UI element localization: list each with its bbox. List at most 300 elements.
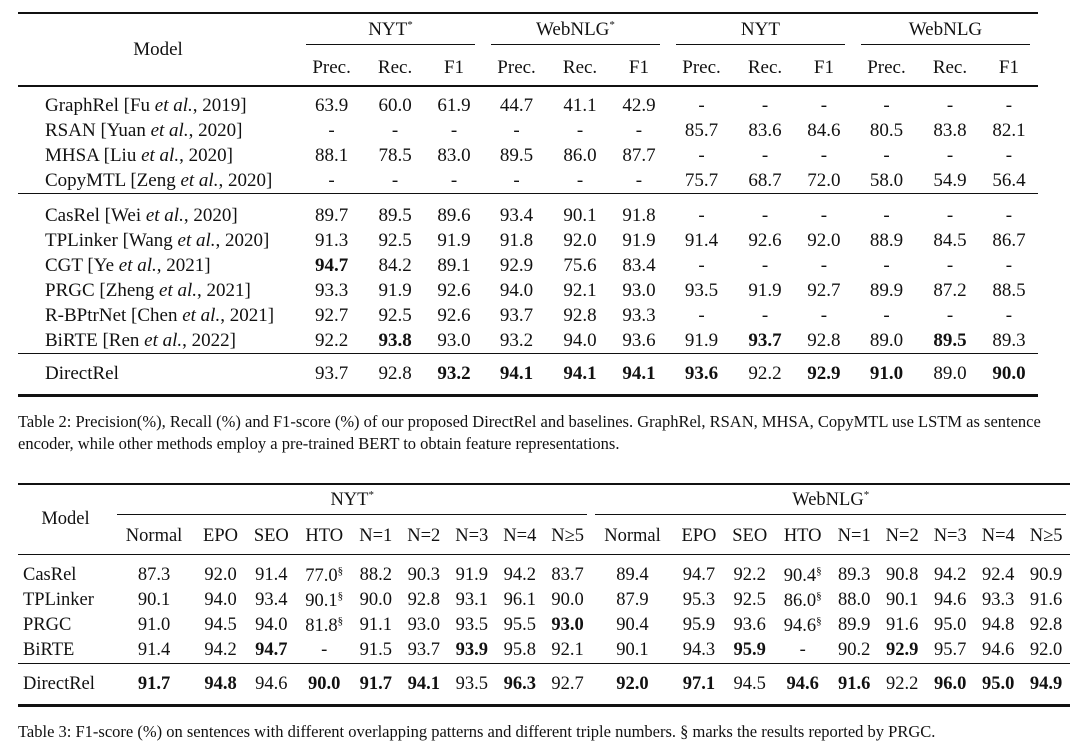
model-name: CopyMTL [Zeng et al., 2020]	[45, 169, 273, 191]
score-cell: 68.7	[748, 169, 782, 191]
score-cell: 92.7	[551, 673, 584, 694]
score-cell: 89.4	[616, 565, 649, 585]
table-row	[18, 613, 1070, 638]
score-cell: 90.1	[886, 590, 919, 610]
score-cell: -	[698, 94, 705, 116]
score-cell: 90.0	[551, 590, 584, 610]
metric-header: Prec.	[312, 56, 351, 78]
table-row	[18, 278, 1038, 303]
score-cell: 92.2	[733, 565, 766, 585]
score-cell: -	[698, 144, 705, 166]
score-cell: 93.0	[437, 329, 471, 351]
score-cell: 90.2	[837, 640, 871, 660]
score-cell: -	[328, 169, 335, 191]
score-cell: 94.0	[563, 329, 597, 351]
score-cell: 93.6	[733, 615, 766, 635]
score-cell: 83.4	[622, 254, 656, 276]
pattern-header: N=2	[407, 526, 441, 546]
score-cell: -	[513, 119, 520, 141]
score-cell: 90.1	[616, 640, 649, 660]
score-cell: 92.0	[204, 565, 237, 585]
score-cell: 93.4	[499, 204, 534, 226]
score-cell: 44.7	[499, 94, 534, 116]
score-cell: 91.8	[622, 204, 656, 226]
table-row	[18, 638, 1070, 664]
score-cell: 92.8	[563, 304, 597, 326]
score-cell: 87.7	[622, 144, 656, 166]
score-cell: 90.0	[308, 673, 341, 694]
score-cell: 80.5	[869, 119, 904, 141]
score-cell: 93.6	[684, 363, 719, 384]
score-cell: -	[761, 144, 769, 166]
score-cell: -	[883, 144, 890, 166]
score-cell: 93.0	[622, 279, 656, 301]
score-cell: 92.0	[1029, 640, 1063, 660]
score-cell: -	[761, 204, 769, 226]
score-cell: -	[820, 144, 828, 166]
score-cell: 92.8	[1029, 615, 1063, 635]
score-cell: 58.0	[869, 169, 904, 191]
score-cell: 94.8	[982, 615, 1015, 635]
pattern-header: N=3	[455, 526, 489, 546]
score-cell: 92.8	[378, 363, 412, 384]
score-cell: 89.0	[869, 329, 904, 351]
table-row	[18, 194, 1038, 229]
score-cell: -	[883, 204, 890, 226]
score-cell: 96.0	[934, 673, 967, 694]
score-cell: 90.1§	[305, 589, 344, 611]
table-3-caption: Table 3: F1-score (%) on sentences with different overlapping patterns and different triple numbers. § marks the results reported by PRGC.	[18, 722, 936, 741]
score-cell: 91.9	[622, 229, 656, 251]
score-cell: 75.6	[563, 254, 597, 276]
group-header: WebNLG	[853, 13, 1038, 50]
score-cell: -	[576, 169, 584, 191]
score-cell: 89.5	[499, 144, 534, 166]
model-name: R-BPtrNet [Chen et al., 2021]	[45, 304, 275, 326]
score-cell: 96.3	[503, 673, 536, 694]
score-cell: 91.4	[255, 565, 288, 585]
score-cell: 94.8	[204, 673, 237, 694]
score-cell: 78.5	[378, 144, 412, 166]
score-cell: 94.1	[622, 363, 656, 384]
metric-header: Prec.	[867, 56, 906, 78]
score-cell: -	[698, 254, 705, 276]
score-cell: 41.1	[563, 94, 597, 116]
score-cell: 93.0	[407, 615, 440, 635]
score-cell: 95.5	[503, 615, 536, 635]
results-table-2	[18, 12, 1038, 397]
pattern-header: Normal	[125, 526, 183, 546]
score-cell: 90.3	[407, 565, 440, 585]
score-cell: 93.7	[748, 329, 782, 351]
score-cell: 91.7	[359, 673, 392, 694]
score-cell: 89.0	[933, 363, 967, 384]
score-cell: 91.4	[684, 229, 719, 251]
score-cell: 94.0	[255, 615, 288, 635]
score-cell: 72.0	[807, 169, 841, 191]
score-cell: 94.7	[682, 565, 716, 585]
score-cell: 88.5	[992, 279, 1026, 301]
table-row	[18, 253, 1038, 278]
score-cell: -	[635, 169, 643, 191]
score-cell: 92.6	[437, 279, 471, 301]
score-cell: -	[820, 304, 828, 326]
score-cell: -	[391, 119, 399, 141]
model-name: TPLinker	[23, 590, 94, 610]
score-cell: 93.1	[455, 590, 488, 610]
pattern-header: Normal	[604, 526, 661, 546]
model-name: PRGC	[23, 615, 72, 635]
table-row	[18, 86, 1038, 118]
table-row	[18, 555, 1070, 589]
score-cell: 94.1	[563, 363, 597, 384]
score-cell: 84.5	[933, 229, 967, 251]
section-mark: §	[816, 614, 822, 627]
score-cell: 91.6	[1029, 590, 1063, 610]
score-cell: 92.5	[733, 590, 766, 610]
score-cell: 92.2	[886, 673, 919, 694]
table-row	[18, 303, 1038, 328]
score-cell: 90.8	[886, 565, 919, 585]
score-cell: 94.2	[934, 565, 967, 585]
score-cell: 94.2	[204, 640, 237, 660]
score-cell: -	[946, 304, 954, 326]
score-cell: 92.2	[314, 329, 349, 351]
score-cell: -	[1005, 204, 1013, 226]
score-cell: 92.4	[982, 565, 1015, 585]
score-cell: -	[946, 94, 954, 116]
score-cell: 93.7	[499, 304, 534, 326]
score-cell: -	[761, 304, 769, 326]
score-cell: 95.0	[934, 615, 967, 635]
score-cell: -	[391, 169, 399, 191]
score-cell: -	[946, 254, 954, 276]
score-cell: 93.3	[314, 279, 349, 301]
header-row-groups	[18, 484, 1070, 519]
score-cell: 91.9	[684, 329, 719, 351]
pattern-header: N≥5	[1029, 526, 1063, 546]
model-name: MHSA [Liu et al., 2020]	[45, 144, 233, 166]
pattern-header: SEO	[253, 526, 289, 546]
score-cell: 86.0	[563, 144, 597, 166]
section-mark: §	[816, 564, 822, 577]
score-cell: 91.6	[886, 615, 919, 635]
pattern-header: SEO	[732, 526, 768, 546]
score-cell: 92.0	[807, 229, 841, 251]
score-cell: 93.7	[314, 363, 349, 384]
table-row-ours	[18, 354, 1038, 396]
group-header: NYT	[668, 13, 853, 50]
score-cell: 92.2	[748, 363, 782, 384]
header-row-groups	[18, 13, 1038, 50]
score-cell: 94.3	[682, 640, 716, 660]
score-cell: 93.5	[455, 615, 488, 635]
score-cell: 60.0	[378, 94, 412, 116]
group-header: WebNLG*	[591, 484, 1070, 519]
score-cell: 89.1	[437, 254, 471, 276]
score-cell: 89.9	[837, 615, 871, 635]
score-cell: 91.4	[137, 640, 171, 660]
pattern-header: HTO	[305, 526, 344, 546]
pattern-header: EPO	[203, 526, 238, 546]
score-cell: 94.6	[786, 673, 819, 694]
score-cell: -	[761, 254, 769, 276]
score-cell: 95.8	[503, 640, 536, 660]
score-cell: 91.9	[455, 565, 488, 585]
score-cell: 90.9	[1029, 565, 1063, 585]
section-mark: §	[337, 589, 344, 602]
score-cell: 92.9	[499, 254, 534, 276]
score-cell: 92.8	[407, 590, 440, 610]
score-cell: 95.3	[682, 590, 716, 610]
score-cell: 56.4	[992, 169, 1026, 191]
score-cell: 90.1	[563, 204, 597, 226]
metric-header: Rec.	[747, 56, 783, 78]
score-cell: 92.1	[563, 279, 597, 301]
score-cell: 94.6	[934, 590, 967, 610]
pattern-header: N=1	[359, 526, 393, 546]
score-cell: 91.3	[314, 229, 349, 251]
score-cell: 87.2	[933, 279, 967, 301]
score-cell: 84.2	[378, 254, 412, 276]
score-cell: 92.0	[616, 673, 649, 694]
score-cell: 86.7	[992, 229, 1026, 251]
group-header: NYT*	[113, 484, 591, 519]
score-cell: 93.7	[407, 640, 440, 660]
score-cell: 81.8§	[305, 614, 344, 636]
score-cell: 89.5	[378, 204, 412, 226]
score-cell: -	[883, 304, 890, 326]
score-cell: 90.0	[359, 590, 392, 610]
model-name: DirectRel	[23, 673, 95, 694]
results-table-3	[18, 483, 1070, 707]
score-cell: -	[450, 119, 458, 141]
score-cell: 97.1	[682, 673, 716, 694]
score-cell: 91.0	[137, 615, 171, 635]
score-cell: 96.1	[503, 590, 536, 610]
score-cell: 94.9	[1029, 673, 1063, 694]
score-cell: 94.0	[204, 590, 237, 610]
metric-header: F1	[813, 56, 834, 78]
score-cell: 84.6	[807, 119, 841, 141]
model-header: Model	[133, 38, 183, 60]
pattern-header: HTO	[783, 526, 822, 546]
score-cell: 88.0	[837, 590, 871, 610]
score-cell: 90.1	[137, 590, 171, 610]
score-cell: 90.4	[616, 615, 649, 635]
score-cell: 54.9	[933, 169, 967, 191]
score-cell: 94.1	[407, 673, 440, 694]
score-cell: 91.5	[359, 640, 392, 660]
metric-header: Rec.	[562, 56, 598, 78]
score-cell: 92.8	[807, 329, 841, 351]
score-cell: 93.3	[622, 304, 656, 326]
score-cell: 85.7	[684, 119, 719, 141]
table-row	[18, 328, 1038, 354]
model-name: DirectRel	[45, 363, 119, 384]
model-name: TPLinker [Wang et al., 2020]	[45, 229, 270, 251]
group-header: NYT*	[298, 13, 483, 50]
score-cell: 89.7	[314, 204, 349, 226]
score-cell: 95.9	[733, 640, 766, 660]
model-name: CasRel [Wei et al., 2020]	[45, 204, 238, 226]
model-name: PRGC [Zheng et al., 2021]	[45, 279, 251, 301]
score-cell: 90.4§	[783, 564, 822, 586]
score-cell: 88.1	[314, 144, 349, 166]
score-cell: 91.9	[748, 279, 782, 301]
metric-header: F1	[628, 56, 649, 78]
pattern-header: N=4	[981, 526, 1015, 546]
score-cell: 93.5	[684, 279, 719, 301]
model-name: BiRTE [Ren et al., 2022]	[45, 329, 236, 351]
section-mark: §	[816, 589, 822, 602]
table-row	[18, 588, 1070, 613]
score-cell: 93.5	[455, 673, 488, 694]
score-cell: 91.0	[869, 363, 904, 384]
model-name: RSAN [Yuan et al., 2020]	[45, 119, 243, 141]
pattern-header: N=1	[837, 526, 871, 546]
score-cell: -	[698, 204, 705, 226]
score-cell: 95.9	[682, 615, 716, 635]
group-header: WebNLG*	[483, 13, 668, 50]
score-cell: 94.1	[499, 363, 534, 384]
score-cell: -	[321, 640, 328, 660]
score-cell: -	[698, 304, 705, 326]
model-name: CGT [Ye et al., 2021]	[45, 254, 211, 276]
table-row	[18, 228, 1038, 253]
score-cell: 77.0§	[305, 564, 344, 586]
model-name: CasRel	[23, 565, 77, 585]
metric-header: F1	[998, 56, 1019, 78]
score-cell: 89.6	[437, 204, 471, 226]
score-cell: 89.3	[992, 329, 1026, 351]
metric-header: Prec.	[682, 56, 721, 78]
pattern-header: N=3	[933, 526, 967, 546]
section-mark: §	[337, 614, 344, 627]
score-cell: 90.0	[992, 363, 1026, 384]
score-cell: 92.7	[314, 304, 349, 326]
table-row	[18, 118, 1038, 143]
model-name: BiRTE	[23, 640, 75, 660]
score-cell: 89.9	[869, 279, 904, 301]
score-cell: 86.0§	[783, 589, 822, 611]
score-cell: -	[1005, 254, 1013, 276]
score-cell: 89.5	[933, 329, 967, 351]
score-cell: 93.4	[255, 590, 288, 610]
score-cell: -	[450, 169, 458, 191]
score-cell: -	[946, 204, 954, 226]
score-cell: -	[883, 254, 890, 276]
score-cell: -	[799, 640, 806, 660]
score-cell: 94.5	[204, 615, 237, 635]
score-cell: 91.1	[359, 615, 392, 635]
score-cell: 89.3	[837, 565, 871, 585]
score-cell: 82.1	[992, 119, 1026, 141]
metric-header: Rec.	[932, 56, 968, 78]
score-cell: 91.6	[837, 673, 871, 694]
score-cell: -	[1005, 144, 1013, 166]
score-cell: 93.2	[437, 363, 471, 384]
score-cell: 88.9	[869, 229, 904, 251]
score-cell: 94.2	[503, 565, 536, 585]
score-cell: 93.2	[499, 329, 534, 351]
table-row	[18, 168, 1038, 194]
score-cell: -	[1005, 304, 1013, 326]
section-mark: §	[337, 564, 344, 577]
score-cell: 93.3	[982, 590, 1015, 610]
score-cell: 92.7	[807, 279, 841, 301]
score-cell: -	[576, 119, 584, 141]
table-row-ours	[18, 664, 1070, 706]
score-cell: -	[946, 144, 954, 166]
header-row-patterns	[18, 519, 1070, 555]
score-cell: -	[883, 94, 890, 116]
score-cell: 83.6	[748, 119, 782, 141]
score-cell: -	[1005, 94, 1013, 116]
score-cell: 94.7	[314, 254, 349, 276]
score-cell: 95.0	[982, 673, 1015, 694]
score-cell: 61.9	[437, 94, 471, 116]
score-cell: -	[820, 254, 828, 276]
score-cell: -	[328, 119, 335, 141]
score-cell: 92.6	[437, 304, 471, 326]
score-cell: -	[761, 94, 769, 116]
score-cell: -	[820, 94, 828, 116]
score-cell: 88.2	[359, 565, 392, 585]
score-cell: 94.6§	[783, 614, 822, 636]
pattern-header: N=2	[885, 526, 919, 546]
pattern-header: N=4	[503, 526, 537, 546]
score-cell: 93.0	[551, 615, 584, 635]
score-cell: 75.7	[684, 169, 719, 191]
score-cell: 94.6	[255, 673, 288, 694]
score-cell: 83.0	[437, 144, 471, 166]
score-cell: 63.9	[314, 94, 349, 116]
score-cell: 92.9	[886, 640, 919, 660]
score-cell: 92.0	[563, 229, 597, 251]
pattern-header: EPO	[681, 526, 717, 546]
score-cell: 92.5	[378, 229, 412, 251]
score-cell: 91.7	[137, 673, 171, 694]
score-cell: 94.0	[499, 279, 534, 301]
score-cell: 94.6	[982, 640, 1015, 660]
score-cell: 94.7	[255, 640, 288, 660]
score-cell: 93.9	[455, 640, 488, 660]
model-name: GraphRel [Fu et al., 2019]	[45, 94, 247, 116]
score-cell: 92.6	[748, 229, 782, 251]
metric-header: F1	[443, 56, 465, 78]
table-2-caption: Table 2: Precision(%), Recall (%) and F1-score (%) of our proposed DirectRel and baselines. GraphRel, RSAN, MHSA, CopyMTL use LSTM as sentence encoder, while other methods employ a pre-trained BERT to obtain feature representations.	[18, 412, 1041, 453]
score-cell: 87.3	[137, 565, 171, 585]
score-cell: 91.9	[378, 279, 412, 301]
score-cell: -	[820, 204, 828, 226]
model-header: Model	[41, 509, 90, 529]
score-cell: -	[513, 169, 520, 191]
score-cell: 92.5	[378, 304, 412, 326]
score-cell: 92.1	[551, 640, 584, 660]
table-row	[18, 143, 1038, 168]
score-cell: 94.5	[733, 673, 766, 694]
pattern-header: N≥5	[551, 526, 584, 546]
score-cell: 87.9	[616, 590, 649, 610]
score-cell: 92.9	[807, 363, 841, 384]
metric-header: Prec.	[497, 56, 536, 78]
score-cell: 93.8	[378, 329, 412, 351]
score-cell: 83.8	[933, 119, 967, 141]
score-cell: -	[635, 119, 643, 141]
score-cell: 91.8	[499, 229, 534, 251]
score-cell: 93.6	[622, 329, 656, 351]
